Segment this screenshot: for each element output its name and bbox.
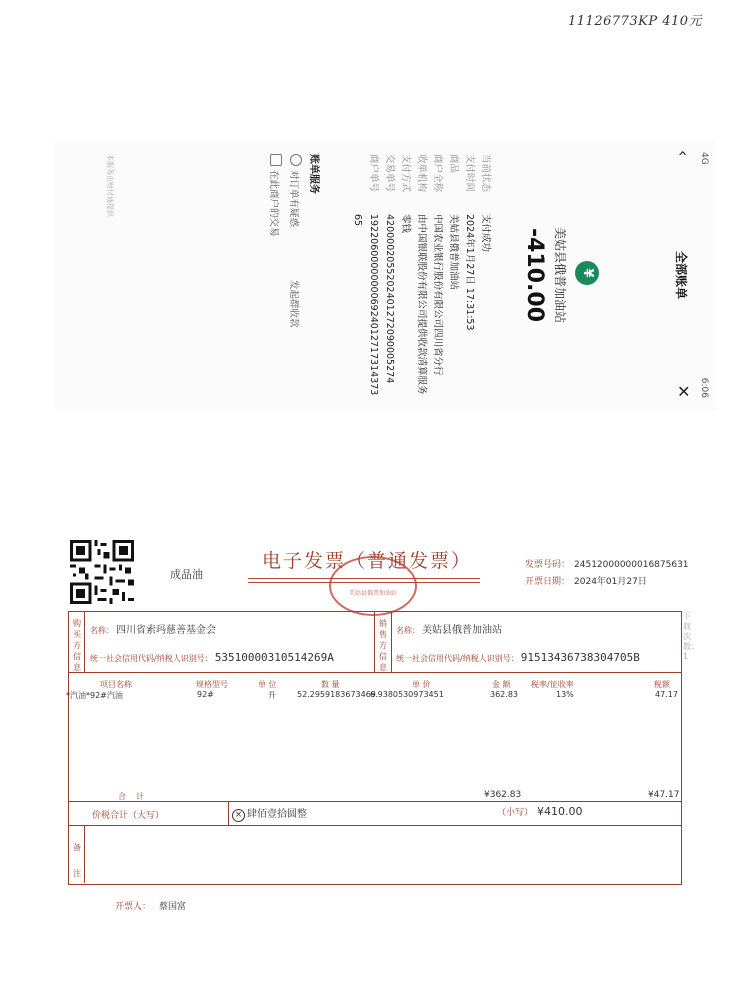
total-label: 合计 xyxy=(118,792,154,801)
question-icon xyxy=(290,154,302,166)
total-amount: ¥362.83 xyxy=(484,790,522,800)
total-tax: ¥47.17 xyxy=(648,790,680,800)
service-list-right xyxy=(283,280,303,328)
detail-value: 中国农业银行股份有限公司四川省分行 xyxy=(432,214,443,376)
detail-row xyxy=(461,154,477,400)
item-spec: 92# xyxy=(197,690,214,699)
invoice-title: 电子发票（普通发票） xyxy=(262,550,473,572)
col-header-price: 单 价 xyxy=(412,680,431,689)
detail-value: 19220600000000692401271731437365 xyxy=(352,214,379,396)
handwritten-note: 11126773KP 410元 xyxy=(568,14,703,29)
invoice-seal xyxy=(329,556,417,616)
nav-bar xyxy=(671,140,693,410)
col-header-item: 项目名称 xyxy=(100,680,132,689)
rule xyxy=(84,611,85,673)
item-qty: 52.2959183673469 xyxy=(297,690,376,699)
issuer xyxy=(115,899,186,912)
status-bar xyxy=(695,152,709,398)
invoice-date-value: 2024年01月27日 xyxy=(574,577,647,587)
bank-logo-icon: ¥ xyxy=(575,261,599,285)
sum-in-figures xyxy=(497,805,583,818)
merchant-name: 美姑县俄普加油站 xyxy=(553,226,567,323)
buyer-tax-id xyxy=(90,651,334,664)
detail-value: 支付成功 xyxy=(480,214,491,253)
invoice-number-label: 发票号码： xyxy=(525,560,571,570)
rule xyxy=(68,801,682,802)
close-icon[interactable]: ✕ xyxy=(674,384,693,398)
detail-row xyxy=(413,154,429,400)
back-arrow-icon[interactable]: ‹ xyxy=(674,150,693,157)
col-header-unit: 单 位 xyxy=(258,680,277,689)
detail-row xyxy=(349,154,381,400)
detail-label: 当前状态 xyxy=(480,154,491,193)
sum-words-value: 肆佰壹拾圆整 xyxy=(247,809,307,820)
qr-code xyxy=(70,540,134,604)
tax-id-label: 统一社会信用代码/纳税人识别号： xyxy=(396,654,519,663)
invoice-number xyxy=(525,557,689,570)
seller-name xyxy=(396,621,502,636)
buyer-name-value: 四川省索玛慈善基金会 xyxy=(116,625,216,636)
name-label: 名称： xyxy=(90,626,114,635)
seller-side-label: 销售方信息 xyxy=(379,619,387,672)
signal-text: 4G xyxy=(699,152,709,165)
invoice-date-label: 开票日期： xyxy=(525,577,571,587)
sum-in-words xyxy=(232,805,307,822)
clock-text: 6:06 xyxy=(699,377,709,398)
detail-label: 收单机构 xyxy=(416,154,427,193)
detail-value: 4200002055202401272090005274 xyxy=(384,214,395,384)
detail-list xyxy=(349,154,493,400)
list-icon xyxy=(270,154,282,166)
detail-label: 商户单号 xyxy=(368,154,379,193)
detail-label: 商品 xyxy=(448,154,459,174)
rule xyxy=(228,801,229,825)
detail-value: 美姑县俄普加油站 xyxy=(448,214,459,291)
col-header-amount: 金 额 xyxy=(492,680,511,689)
detail-row xyxy=(397,154,413,400)
detail-value: 由中国银联股份有限公司提供收款清算服务 xyxy=(416,214,427,395)
item-name: *汽油*92#汽油 xyxy=(66,691,123,700)
invoice-number-value: 24512000000016875631 xyxy=(574,560,689,570)
item-amount: 362.83 xyxy=(490,690,518,699)
item-price: 6.9380530973451 xyxy=(370,690,444,699)
rule xyxy=(374,611,375,673)
service-list xyxy=(263,154,303,237)
detail-row xyxy=(477,154,493,400)
seller-tax-id xyxy=(396,651,640,664)
detail-label: 支付方式 xyxy=(400,154,411,193)
rule xyxy=(84,825,85,883)
detail-value: 零钱 xyxy=(400,214,411,234)
service-title: 账单服务 xyxy=(308,154,319,194)
buyer-name xyxy=(90,621,216,636)
name-label: 名称： xyxy=(396,626,420,635)
detail-label: 商户全称 xyxy=(432,154,443,193)
provider-footer: 本服务由财付通提供 xyxy=(106,154,114,217)
col-header-rate: 税率/征收率 xyxy=(531,680,574,689)
order-question-link[interactable] xyxy=(283,154,303,237)
cross-circle-icon: × xyxy=(232,809,245,822)
seller-name-value: 美姑县俄普加油站 xyxy=(422,625,502,636)
service-label: 发起群收款 xyxy=(288,280,299,328)
col-header-tax: 税额 xyxy=(654,680,670,689)
rule xyxy=(68,825,682,826)
tax-id-label: 统一社会信用代码/纳税人识别号： xyxy=(90,654,213,663)
col-header-spec: 规格型号 xyxy=(196,680,228,689)
sum-label: 价税合计（大写） xyxy=(92,811,165,821)
invoice-date xyxy=(525,574,647,587)
detail-row xyxy=(429,154,445,400)
item-rate: 13% xyxy=(556,690,574,699)
detail-row xyxy=(381,154,397,400)
detail-label: 支付时间 xyxy=(464,154,475,193)
nav-title: 全部账单 xyxy=(674,250,688,299)
buyer-tax-id-value: 53510000310514269A xyxy=(214,651,334,664)
col-header-qty: 数 量 xyxy=(321,680,340,689)
detail-label: 交易单号 xyxy=(384,154,395,193)
detail-row xyxy=(445,154,461,400)
item-unit: 升 xyxy=(268,691,276,700)
invoice-category: 成品油 xyxy=(170,568,203,581)
issuer-label: 开票人： xyxy=(115,902,152,912)
group-collect-link[interactable] xyxy=(283,280,303,328)
seal-text: 美姑县俄普加油站 xyxy=(348,590,397,597)
issuer-value: 蔡国富 xyxy=(159,902,187,912)
download-count-note: 下载次数：1 xyxy=(683,612,699,661)
rule xyxy=(391,611,392,673)
service-label: 在此商户的交易 xyxy=(268,170,279,237)
remark-label: 备注 xyxy=(73,843,81,878)
payment-receipt-screenshot xyxy=(55,140,715,410)
rule xyxy=(68,672,682,673)
seller-tax-id-value: 91513436738304705B xyxy=(520,651,640,664)
merchant-history-link[interactable] xyxy=(263,154,283,237)
service-label: 对订单有疑惑 xyxy=(288,170,299,228)
detail-value: 2024年1月27日 17:31:53 xyxy=(464,214,475,331)
item-tax: 47.17 xyxy=(655,690,678,699)
sum-small-value: ¥410.00 xyxy=(537,805,583,818)
sum-small-label: （小写） xyxy=(497,808,534,818)
payment-amount: -410.00 xyxy=(522,227,547,323)
buyer-side-label: 购买方信息 xyxy=(73,619,81,672)
